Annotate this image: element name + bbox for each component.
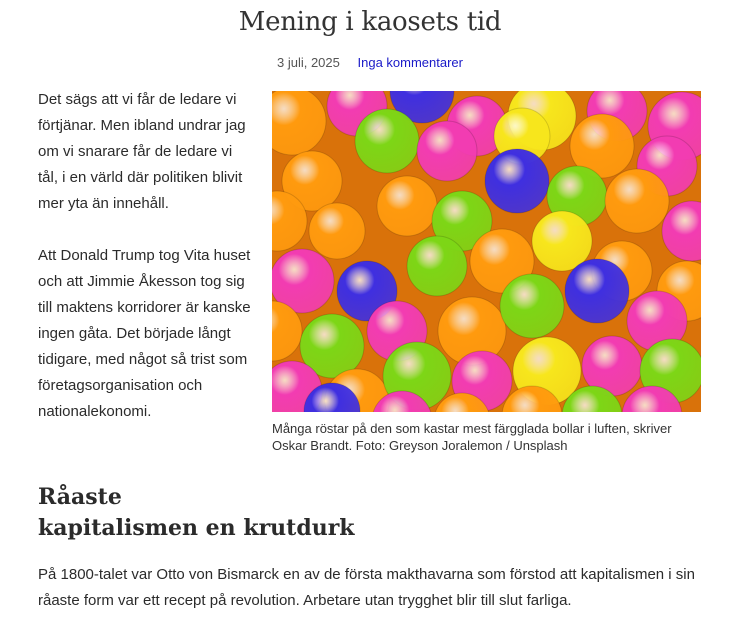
- post-meta: [0, 55, 729, 70]
- ball-shape: [485, 149, 549, 213]
- intro-paragraph-2: Att Donald Trump tog Vita huset och att Jimmie Åkesson tog sig till maktens korridorer är kanske ingen gåta. Det började långt tidigare, med något så trist som företagsorganisation och nationalekonomi.: [38, 247, 251, 420]
- post-date: 3 juli, 2025: [276, 55, 340, 70]
- comments-link[interactable]: Inga kommentarer: [357, 55, 463, 70]
- ball-shape: [309, 203, 365, 259]
- article-figure: [272, 91, 701, 454]
- section-heading-line-2: kapitalismen en krutdurk: [38, 515, 355, 541]
- figure-caption: Många röstar på den som kastar mest färgglada bollar i luften, skriver Oskar Brandt. Foto: Greyson Joralemon / Unsplash: [272, 421, 672, 453]
- ball-shape: [500, 274, 564, 338]
- section-heading: [38, 482, 458, 544]
- ball-shape: [407, 236, 467, 296]
- section-paragraph: På 1800-talet var Otto von Bismarck en av de första makthavarna som förstod att kapitalismen i sin råaste form var ett recept på revolution. Arbetare utan trygghet blir till slut farliga.: [38, 566, 695, 609]
- intro-text: [38, 87, 256, 451]
- ball-shape: [565, 259, 629, 323]
- colorful-ball-pit-image: [272, 91, 701, 412]
- ball-shape: [605, 169, 669, 233]
- intro-paragraph-1: Det sägs att vi får de ledare vi förtjänar. Men ibland undrar jag om vi snarare får de ledare vi tål, i en värld där politiken blivit mer yta än innehåll.: [38, 91, 246, 212]
- ball-shape: [417, 121, 477, 181]
- ball-shape: [355, 109, 419, 173]
- ball-shape: [377, 176, 437, 236]
- article-title: Mening i kaosets tid: [238, 7, 502, 37]
- section-heading-line-1: Råaste: [38, 484, 122, 510]
